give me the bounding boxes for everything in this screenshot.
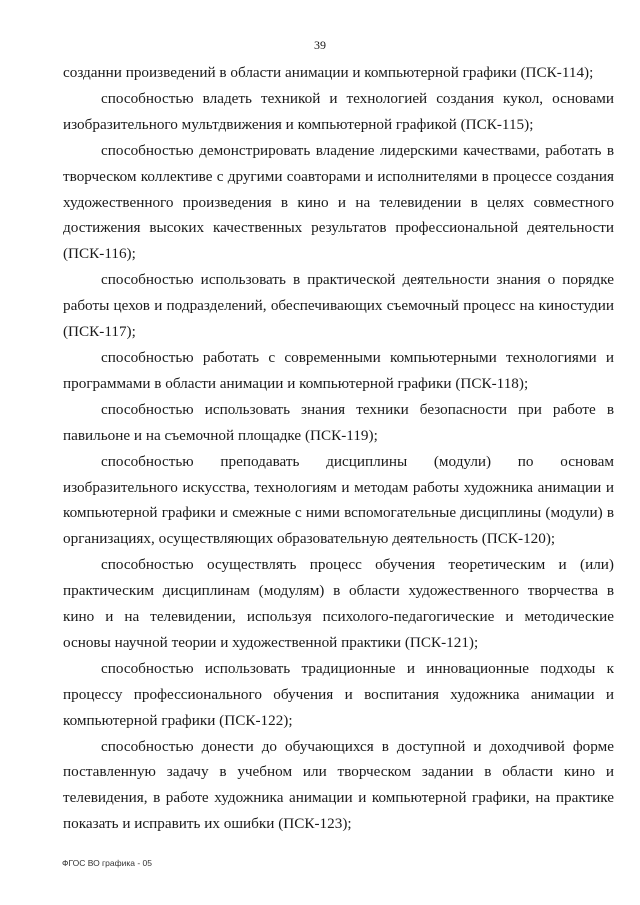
paragraph-psk-121: способностью осуществлять процесс обучения теоретическим и (или) практическим дисциплинам (модулям) в области художественного творчества в кино и на телевидении, используя психолого-педагогические и методические основы научной теории и художественной практики (ПСК-121); [63, 556, 614, 651]
page-number: 39 [314, 38, 326, 52]
footer-note: ФГОС ВО графика - 05 [62, 858, 152, 868]
paragraph-psk-115: способностью владеть техникой и технологией создания кукол, основами изобразительного мультдвижения и компьютерной графикой (ПСК-115); [63, 89, 614, 133]
paragraph-psk-114: созданни произведений в области анимации и компьютерной графики (ПСК-114); [63, 64, 594, 81]
paragraph-psk-116: способностью демонстрировать владение лидерскими качествами, работать в творческом коллективе с другими соавторами и исполнителями в процессе создания художественного произведения в кино и на телевидении в целях совместного достижения высоких качественных результатов профессиональной деятельности (ПСК-116); [63, 141, 614, 263]
paragraph-psk-117: способностью использовать в практической деятельности знания о порядке работы цехов и подразделений, обеспечивающих съемочный процесс на киностудии (ПСК-117); [63, 271, 614, 341]
paragraph-psk-119: способностью использовать знания техники безопасности при работе в павильоне и на съемочной площадке (ПСК-119); [63, 400, 614, 444]
document-body [63, 60, 614, 837]
paragraph-psk-122: способностью использовать традиционные и инновационные подходы к процессу профессионального обучения и воспитания художника анимации и компьютерной графики (ПСК-122); [63, 659, 614, 729]
paragraph-psk-123: способностью донести до обучающихся в доступной и доходчивой форме поставленную задачу в учебном или творческом задании в области кино и телевидения, в работе художника анимации и компьютерной графики, на практике показать и исправить их ошибки (ПСК-123); [63, 737, 614, 833]
paragraph-psk-118: способностью работать с современными компьютерными технологиями и программами в области анимации и компьютерной графики (ПСК-118); [63, 348, 614, 392]
paragraph-psk-120: способностью преподавать дисциплины (модули) по основам изобразительного искусства, технологиям и методам работы художника анимации и компьютерной графики и смежные с ними вспомогательные дисциплины (модули) в организациях, осуществляющих образовательную деятельность (ПСК-120); [63, 452, 614, 548]
